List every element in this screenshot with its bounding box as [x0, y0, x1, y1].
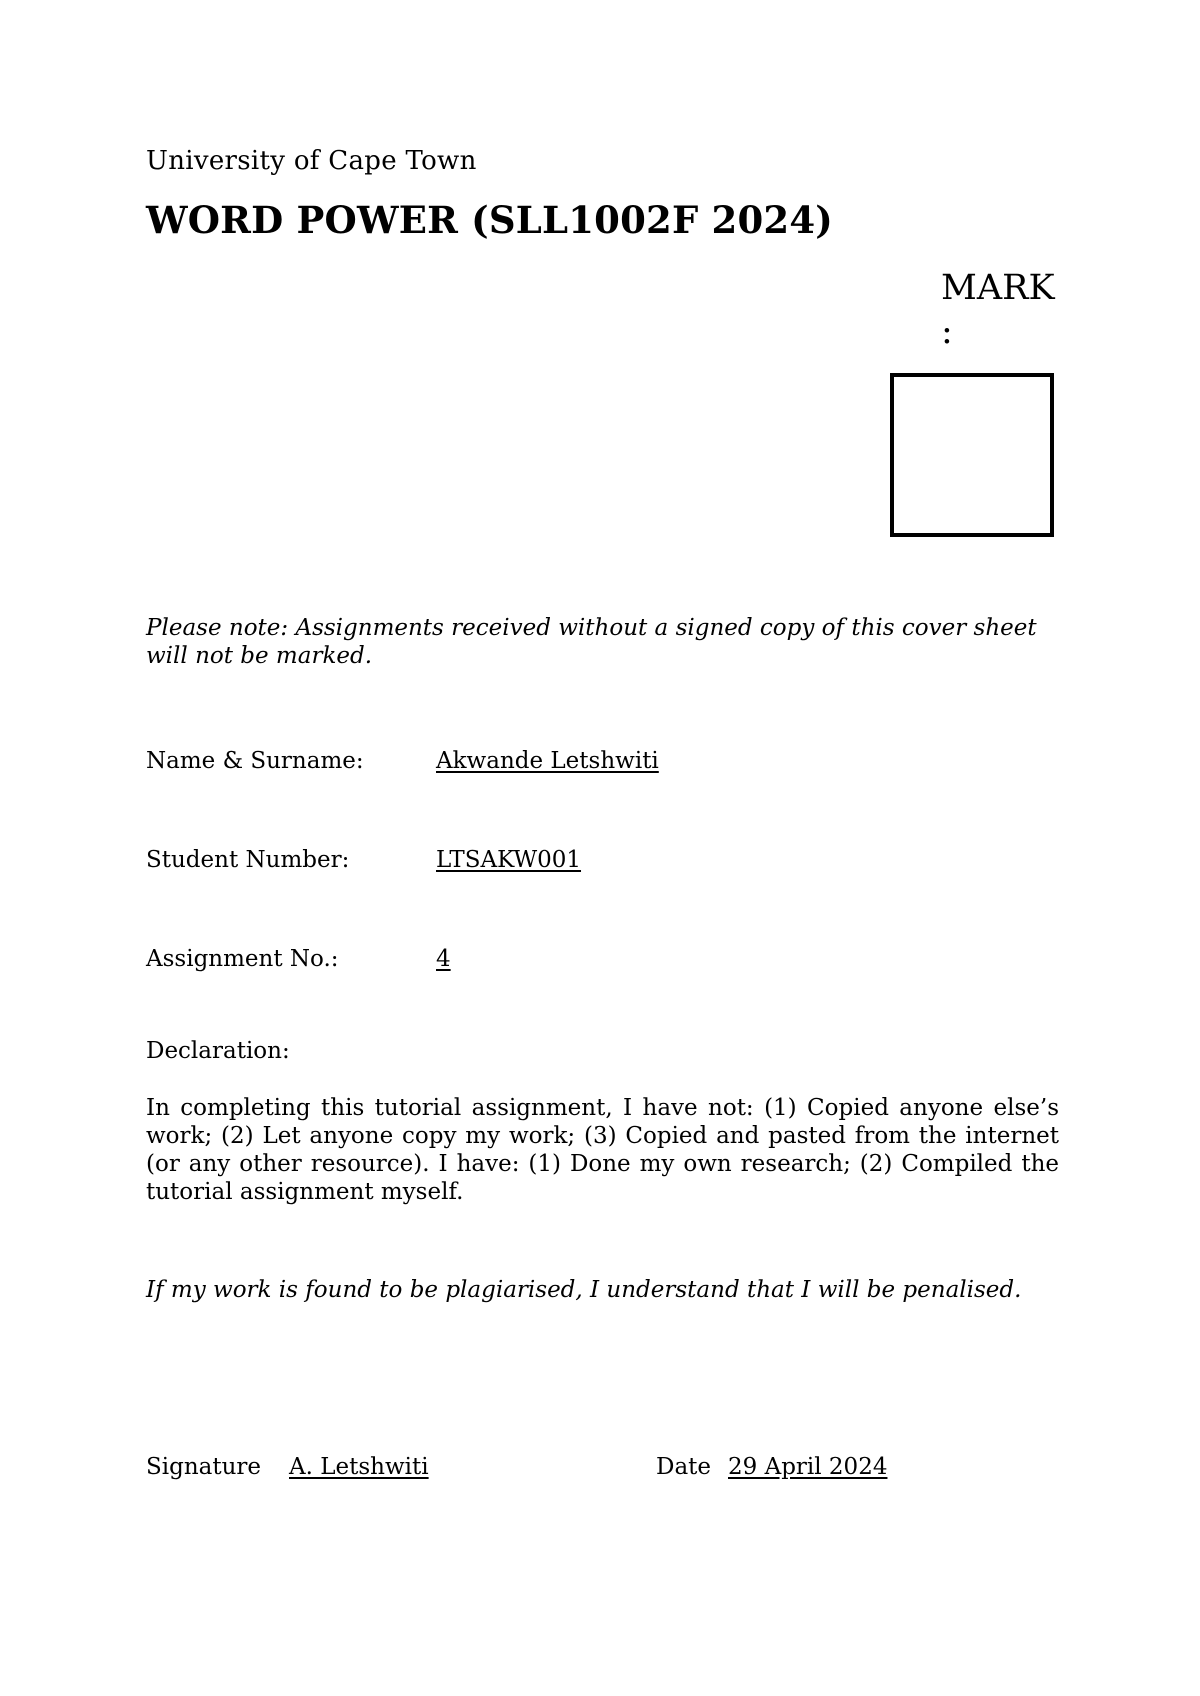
- mark-label: MARK :: [941, 268, 1055, 352]
- signature-value: A. Letshwiti: [289, 1454, 429, 1480]
- signature-label: Signature: [146, 1454, 262, 1480]
- cover-sheet-note: Please note: Assignments received without a signed copy of this cover sheet will not be marked.: [146, 615, 1037, 669]
- assignment-number-value: 4: [436, 946, 451, 972]
- student-number-value: LTSAKW001: [436, 847, 582, 873]
- mark-box: [890, 373, 1054, 537]
- date-label: Date: [656, 1454, 712, 1480]
- student-number-label: Student Number:: [146, 847, 350, 873]
- declaration-text: In completing this tutorial assignment, I have not: (1) Copied anyone else’s work; (2) Let anyone copy my work; (3) Copied and pasted from the internet (or any other resource). I have: (1) Done my own research; (2) Compiled the tutorial assignment myself.: [146, 1095, 1059, 1205]
- plagiarism-note: If my work is found to be plagiarised, I understand that I will be penalised.: [146, 1277, 1022, 1303]
- institution-name: University of Cape Town: [146, 146, 477, 176]
- date-value: 29 April 2024: [728, 1454, 888, 1480]
- course-title: WORD POWER (SLL1002F 2024): [146, 198, 834, 242]
- name-value: Akwande Letshwiti: [436, 748, 659, 774]
- assignment-number-label: Assignment No.:: [146, 946, 339, 972]
- name-label: Name & Surname:: [146, 748, 364, 774]
- declaration-heading: Declaration:: [146, 1038, 290, 1064]
